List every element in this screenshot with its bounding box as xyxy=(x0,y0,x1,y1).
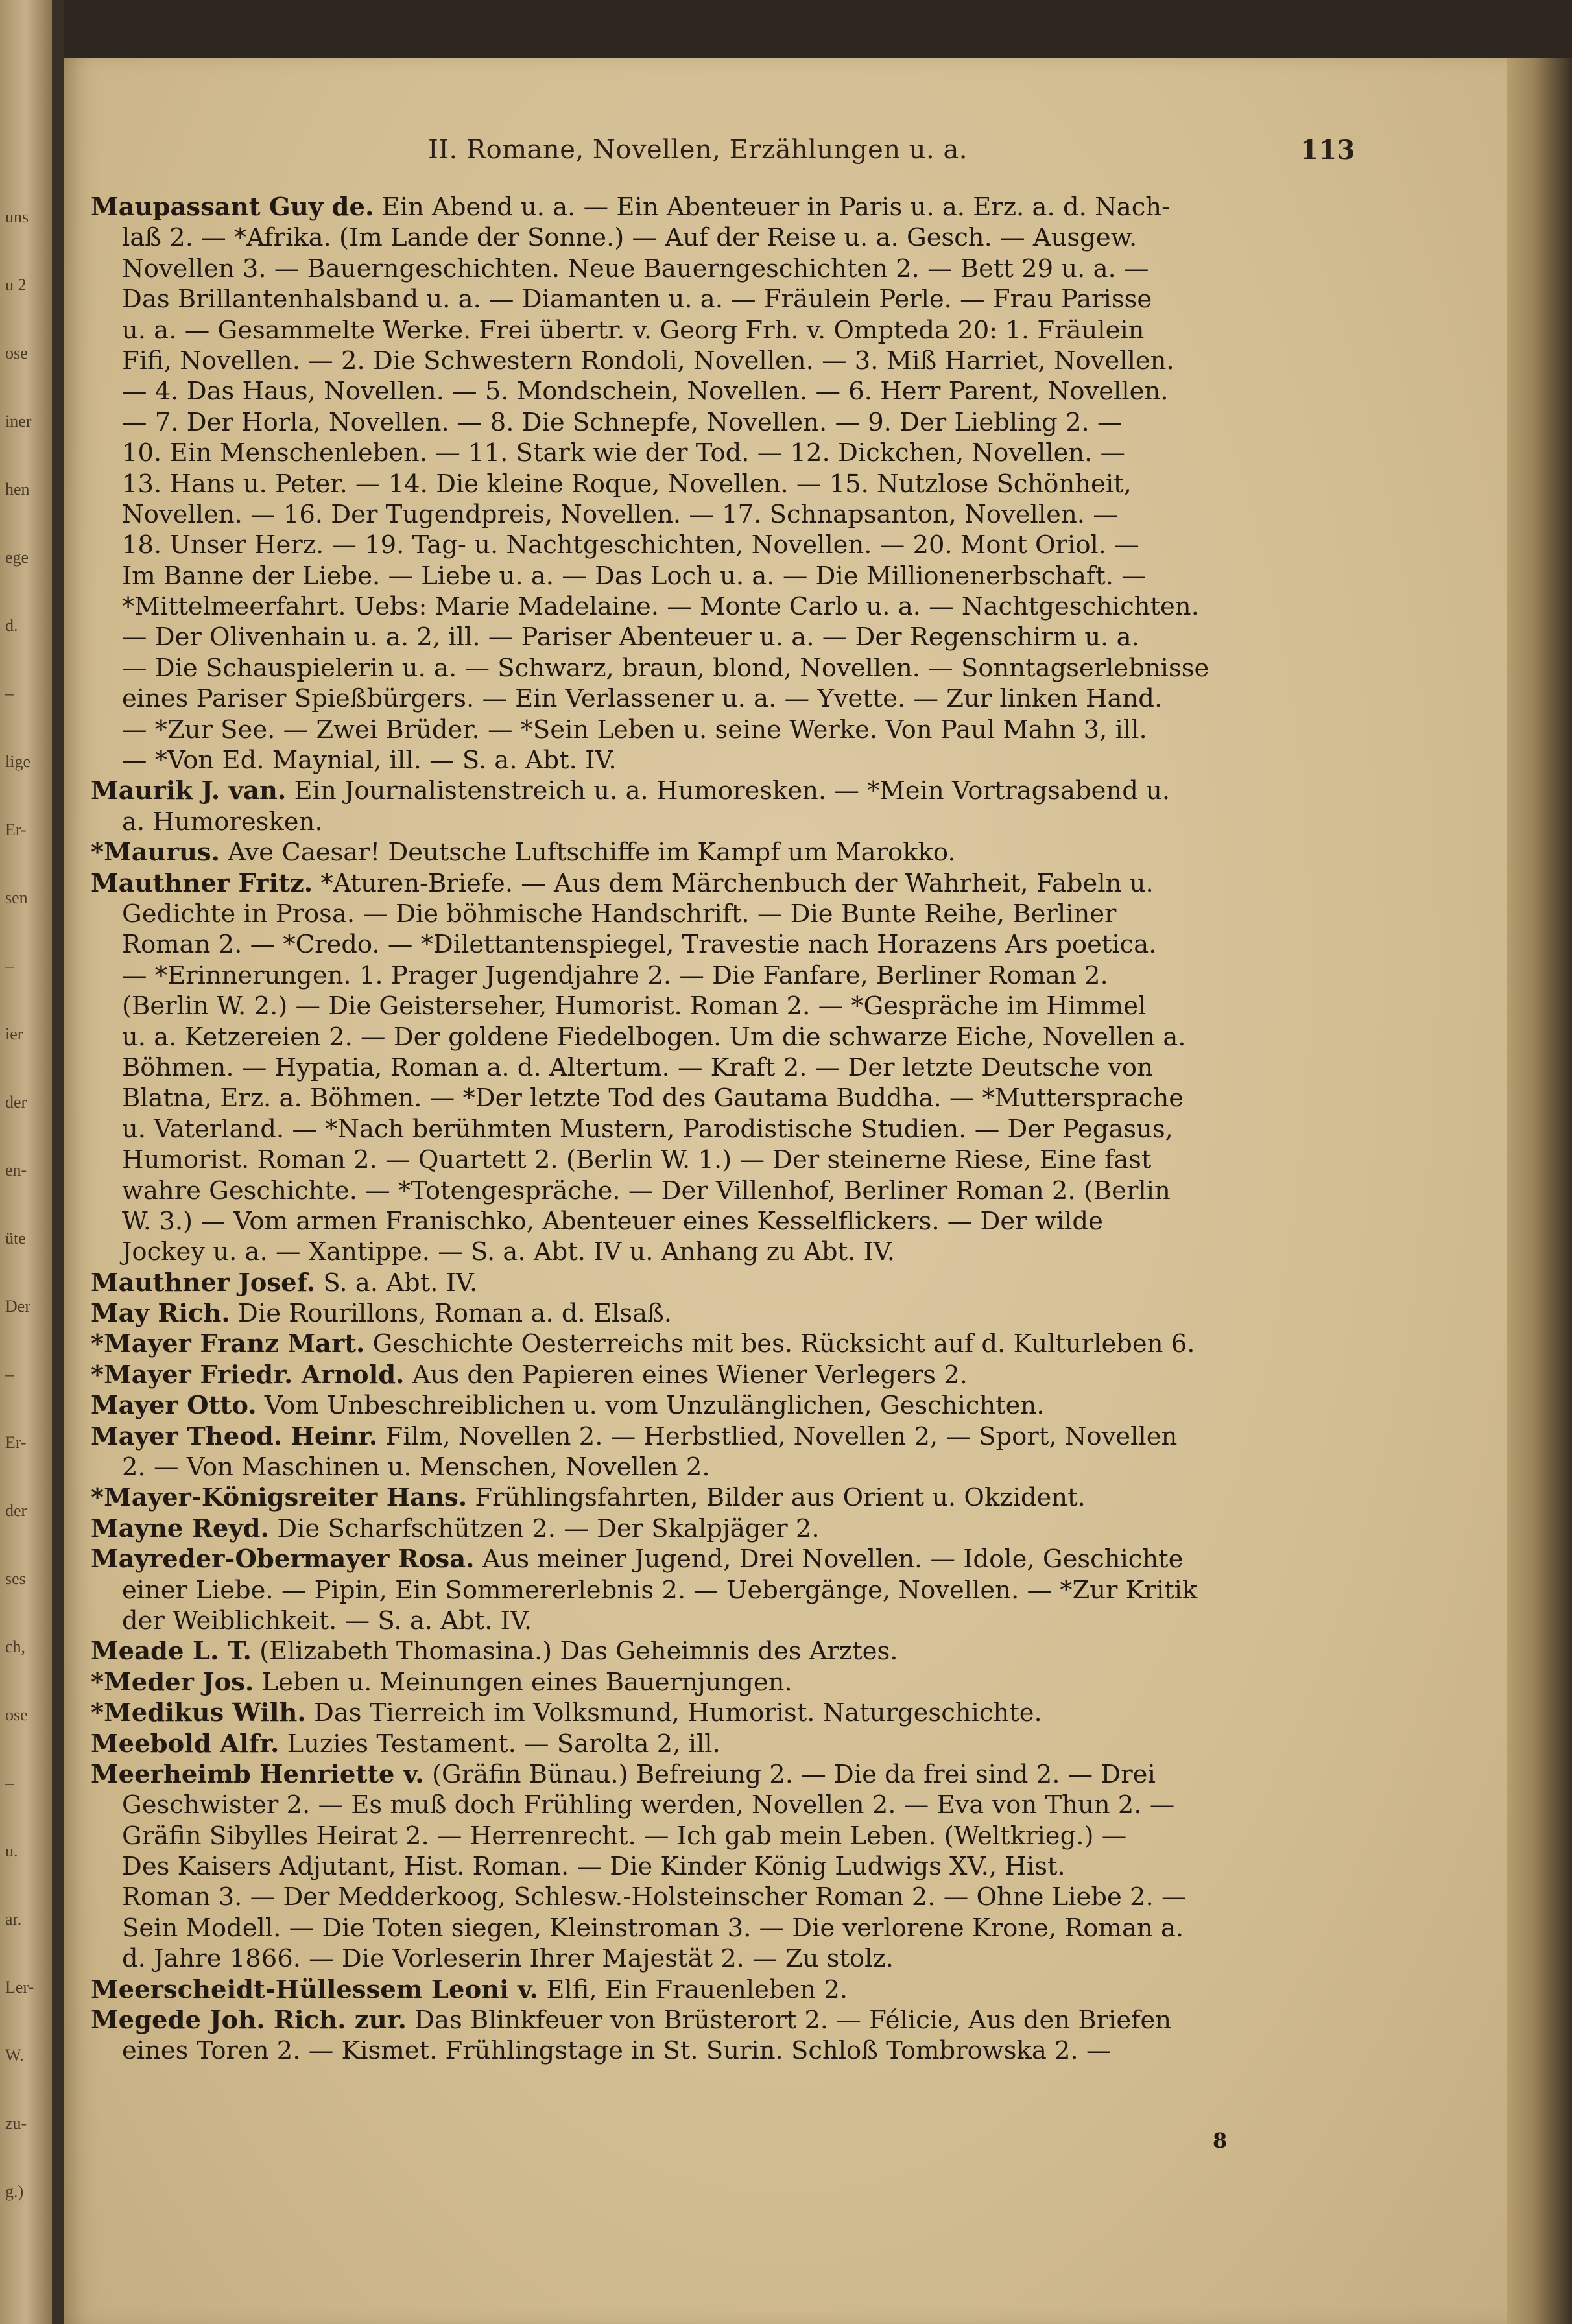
entry-line xyxy=(91,837,1329,868)
author-name: *Meder Jos. xyxy=(91,1667,254,1697)
prev-page-fragment: d. xyxy=(5,616,18,635)
entry-line xyxy=(91,1759,1329,1790)
entry-text: *Aturen-Briefe. — Aus dem Märchenbuch der Wahrheit, Fabeln u. xyxy=(313,868,1154,898)
entry-line xyxy=(91,776,1329,806)
entry-text: Humorist. Roman 2. — Quartett 2. (Berlin W. 1.) — Der steinerne Riese, Eine fast xyxy=(122,1145,1152,1175)
prev-page-fragment: ses xyxy=(5,1569,26,1588)
entry-line xyxy=(91,1268,1329,1298)
entry-text: Geschichte Oesterreichs mit bes. Rücksicht auf d. Kulturleben 6. xyxy=(364,1329,1195,1359)
author-name: Mayreder-Obermayer Rosa. xyxy=(91,1545,475,1574)
entry-text: Elfi, Ein Frauenleben 2. xyxy=(538,1974,848,2004)
entry-line xyxy=(91,683,1329,714)
entry-line xyxy=(91,376,1329,407)
entry-line xyxy=(91,1790,1329,1820)
entry-text: Ein Journalistenstreich u. a. Humoresken. — *Mein Vortragsabend u. xyxy=(286,776,1171,806)
catalog-entry xyxy=(91,1544,1329,1636)
entry-line xyxy=(91,1144,1329,1175)
entry-line xyxy=(91,1851,1329,1882)
entry-line xyxy=(91,1636,1329,1666)
author-name: Maupassant Guy de. xyxy=(91,193,374,222)
entry-line xyxy=(91,1360,1329,1390)
entry-line xyxy=(91,1083,1329,1113)
prev-page-fragment: ege xyxy=(5,548,29,567)
entry-line xyxy=(91,1052,1329,1083)
entry-line xyxy=(91,1513,1329,1544)
entry-text: — *Von Ed. Maynial, ill. — S. a. Abt. IV. xyxy=(122,746,617,776)
entry-line xyxy=(91,499,1329,530)
prev-page-fragment: ose xyxy=(5,1705,28,1724)
entry-text: Fifi, Novellen. — 2. Die Schwestern Rondoli, Novellen. — 3. Miß Harriet, Novellen. xyxy=(122,346,1174,375)
prev-page-fragment: u. xyxy=(5,1842,18,1860)
entry-text: W. 3.) — Vom armen Franischko, Abenteuer eines Kesselflickers. — Der wilde xyxy=(122,1206,1103,1236)
entry-line xyxy=(91,346,1329,376)
entry-line xyxy=(91,745,1329,776)
entry-text: — 7. Der Horla, Novellen. — 8. Die Schnepfe, Novellen. — 9. Der Liebling 2. — xyxy=(122,407,1123,437)
entry-text: eines Toren 2. — Kismet. Frühlingstage in St. Surin. Schloß Tombrowska 2. — xyxy=(122,2036,1112,2066)
entry-line xyxy=(91,1974,1329,2005)
entry-text: Das Brillantenhalsband u. a. — Diamanten u. a. — Fräulein Perle. — Frau Parisse xyxy=(122,285,1152,314)
author-name: Mauthner Josef. xyxy=(91,1268,316,1298)
entry-line xyxy=(91,2035,1329,2066)
entry-text: — Der Olivenhain u. a. 2, ill. — Pariser Abenteuer u. a. — Der Regenschirm u. a. xyxy=(122,622,1139,652)
entry-line xyxy=(91,284,1329,314)
entry-text: Film, Novellen 2. — Herbstlied, Novellen 2, — Sport, Novellen xyxy=(377,1421,1178,1451)
entry-text: der Weiblichkeit. — S. a. Abt. IV. xyxy=(122,1606,532,1635)
prev-page-fragment: Der xyxy=(5,1297,30,1316)
catalog-entry xyxy=(91,1298,1329,1329)
entry-text: Gedichte in Prosa. — Die böhmische Handschrift. — Die Bunte Reihe, Berliner xyxy=(122,899,1117,929)
prev-page-fragment: – xyxy=(5,1365,14,1384)
catalog-entry xyxy=(91,1360,1329,1390)
entry-line xyxy=(91,469,1329,499)
entry-line xyxy=(91,715,1329,745)
entry-line xyxy=(91,1421,1329,1452)
author-name: *Mayer Friedr. Arnold. xyxy=(91,1360,405,1390)
entry-text: Leben u. Meinungen eines Bauernjungen. xyxy=(254,1667,792,1697)
entry-line xyxy=(91,2005,1329,2035)
catalog-entry xyxy=(91,1729,1329,1759)
catalog-entries xyxy=(91,192,1329,2067)
entry-line xyxy=(91,1206,1329,1237)
catalog-entry xyxy=(91,1636,1329,1666)
prev-page-fragment: üte xyxy=(5,1229,26,1248)
entry-line xyxy=(91,254,1329,284)
author-name: Meerscheidt-Hüllessem Leoni v. xyxy=(91,1974,539,2004)
prev-page-fragment: zu- xyxy=(5,2114,27,2133)
entry-line xyxy=(91,1606,1329,1636)
entry-text: Böhmen. — Hypatia, Roman a. d. Altertum. — Kraft 2. — Der letzte Deutsche von xyxy=(122,1052,1153,1082)
entry-text: Blatna, Erz. a. Böhmen. — *Der letzte Tod des Gautama Buddha. — *Muttersprache xyxy=(122,1084,1184,1113)
entry-text: Die Scharfschützen 2. — Der Skalpjäger 2. xyxy=(269,1513,820,1543)
entry-line xyxy=(91,192,1329,222)
entry-line xyxy=(91,991,1329,1021)
entry-text: Des Kaisers Adjutant, Hist. Roman. — Die Kinder König Ludwigs XV., Hist. xyxy=(122,1852,1066,1882)
author-name: Megede Joh. Rich. zur. xyxy=(91,2006,407,2035)
entry-line xyxy=(91,1882,1329,1912)
entry-text: Das Blinkfeuer von Brüsterort 2. — Félicie, Aus den Briefen xyxy=(406,2006,1171,2035)
entry-text: Aus meiner Jugend, Drei Novellen. — Idole, Geschichte xyxy=(474,1545,1184,1574)
prev-page-fragment: u 2 xyxy=(5,276,27,294)
author-name: Meerheimb Henriette v. xyxy=(91,1759,424,1789)
catalog-entry xyxy=(91,1390,1329,1421)
prev-page-fragment: ier xyxy=(5,1025,23,1043)
entry-text: d. Jahre 1866. — Die Vorleserin Ihrer Majestät 2. — Zu stolz. xyxy=(122,1944,894,1974)
entry-line xyxy=(91,1329,1329,1359)
entry-line xyxy=(91,868,1329,899)
author-name: Meebold Alfr. xyxy=(91,1729,280,1759)
entry-text: 10. Ein Menschenleben. — 11. Stark wie der Tod. — 12. Dickchen, Novellen. — xyxy=(122,438,1126,468)
prev-page-fragment: ch, xyxy=(5,1637,26,1656)
catalog-entry xyxy=(91,1329,1329,1359)
entry-text: Sein Modell. — Die Toten siegen, Kleinstroman 3. — Die verlorene Krone, Roman a. xyxy=(122,1913,1184,1943)
entry-line xyxy=(91,653,1329,683)
entry-text: Geschwister 2. — Es muß doch Frühling werden, Novellen 2. — Eva von Thun 2. — xyxy=(122,1790,1175,1820)
entry-text: einer Liebe. — Pipin, Ein Sommererlebnis 2. — Uebergänge, Novellen. — *Zur Kritik xyxy=(122,1575,1198,1605)
entry-text: Frühlingsfahrten, Bilder aus Orient u. Okzident. xyxy=(467,1483,1086,1513)
entry-text: (Gräfin Bünau.) Befreiung 2. — Die da frei sind 2. — Drei xyxy=(423,1759,1156,1789)
entry-line xyxy=(91,1482,1329,1513)
author-name: Mayer Theod. Heinr. xyxy=(91,1421,378,1451)
entry-text: S. a. Abt. IV. xyxy=(315,1268,478,1298)
entry-text: Jockey u. a. — Xantippe. — S. a. Abt. IV u. Anhang zu Abt. IV. xyxy=(122,1237,896,1267)
prev-page-fragment: Er- xyxy=(5,1433,27,1452)
entry-text: Aus den Papieren eines Wiener Verlegers 2. xyxy=(404,1360,968,1390)
entry-line xyxy=(91,622,1329,652)
header-title: II. Romane, Novellen, Erzählungen u. a. xyxy=(428,135,968,165)
prev-page-fragment: – xyxy=(5,1773,14,1792)
entry-text: Novellen 3. — Bauerngeschichten. Neue Bauerngeschichten 2. — Bett 29 u. a. — xyxy=(122,254,1149,283)
entry-text: 2. — Von Maschinen u. Menschen, Novellen 2. xyxy=(122,1452,710,1482)
entry-text: 18. Unser Herz. — 19. Tag- u. Nachtgeschichten, Novellen. — 20. Mont Oriol. — xyxy=(122,530,1139,560)
entry-text: eines Pariser Spießbürgers. — Ein Verlassener u. a. — Yvette. — Zur linken Hand. xyxy=(122,684,1163,714)
catalog-entry xyxy=(91,1698,1329,1728)
entry-line xyxy=(91,899,1329,929)
catalog-entry xyxy=(91,1513,1329,1544)
prev-page-fragment: lige xyxy=(5,752,30,771)
entry-line xyxy=(91,1176,1329,1206)
entry-text: Novellen. — 16. Der Tugendpreis, Novellen. — 17. Schnapsanton, Novellen. — xyxy=(122,499,1118,529)
entry-text: — Die Schauspielerin u. a. — Schwarz, braun, blond, Novellen. — Sonntagserlebnisse xyxy=(122,653,1209,683)
entry-text: wahre Geschichte. — *Totengespräche. — Der Villenhof, Berliner Roman 2. (Berlin xyxy=(122,1176,1171,1205)
catalog-entry xyxy=(91,1667,1329,1698)
entry-text: (Elizabeth Thomasina.) Das Geheimnis des Arztes. xyxy=(251,1637,898,1666)
entry-line xyxy=(91,530,1329,560)
entry-line xyxy=(91,1821,1329,1851)
signature-mark: 8 xyxy=(1213,2128,1228,2153)
catalog-entry xyxy=(91,1482,1329,1513)
catalog-entry xyxy=(91,1974,1329,2005)
entry-text: Ave Caesar! Deutsche Luftschiffe im Kampf um Marokko. xyxy=(220,838,956,868)
entry-text: — *Zur See. — Zwei Brüder. — *Sein Leben u. seine Werke. Von Paul Mahn 3, ill. xyxy=(122,715,1147,744)
book-gutter xyxy=(52,0,64,2324)
prev-page-fragment: der xyxy=(5,1501,27,1520)
entry-line xyxy=(91,1237,1329,1267)
entry-line xyxy=(91,407,1329,438)
entry-text: u. a. — Gesammelte Werke. Frei übertr. v. Georg Frh. v. Ompteda 20: 1. Fräulein xyxy=(122,315,1145,345)
entry-line xyxy=(91,1913,1329,1943)
entry-text: Roman 3. — Der Medderkoog, Schlesw.-Holsteinscher Roman 2. — Ohne Liebe 2. — xyxy=(122,1882,1187,1912)
page-edge xyxy=(1507,58,1572,2324)
entry-line xyxy=(91,222,1329,253)
entry-text: Im Banne der Liebe. — Liebe u. a. — Das Loch u. a. — Die Millionenerbschaft. — xyxy=(122,561,1147,591)
prev-page-fragment: – xyxy=(5,956,14,975)
author-name: Meade L. T. xyxy=(91,1637,252,1666)
entry-line xyxy=(91,438,1329,468)
author-name: *Mayer-Königsreiter Hans. xyxy=(91,1483,468,1513)
catalog-entry xyxy=(91,1759,1329,1974)
author-name: *Maurus. xyxy=(91,838,220,868)
entry-line xyxy=(91,591,1329,622)
entry-text: (Berlin W. 2.) — Die Geisterseher, Humorist. Roman 2. — *Gespräche im Himmel xyxy=(122,991,1147,1021)
previous-page-edge xyxy=(0,0,52,2324)
prev-page-fragment: W. xyxy=(5,2046,24,2065)
author-name: Maurik J. van. xyxy=(91,776,287,806)
entry-text: Ein Abend u. a. — Ein Abenteuer in Paris u. a. Erz. a. d. Nach- xyxy=(374,193,1171,222)
entry-line xyxy=(91,1575,1329,1606)
catalog-entry xyxy=(91,776,1329,837)
prev-page-fragment: g.) xyxy=(5,2182,24,2201)
author-name: Mauthner Fritz. xyxy=(91,868,313,898)
prev-page-fragment: Er- xyxy=(5,820,27,839)
entry-line xyxy=(91,1114,1329,1144)
entry-line xyxy=(91,1452,1329,1482)
author-name: May Rich. xyxy=(91,1299,230,1329)
prev-page-fragment: sen xyxy=(5,888,28,907)
catalog-entry xyxy=(91,837,1329,868)
entry-line xyxy=(91,561,1329,591)
entry-line xyxy=(91,1544,1329,1574)
page-number: 113 xyxy=(1300,135,1355,165)
author-name: *Mayer Franz Mart. xyxy=(91,1329,365,1359)
author-name: *Medikus Wilh. xyxy=(91,1698,306,1728)
entry-line xyxy=(91,1943,1329,1974)
prev-page-fragment: Ler- xyxy=(5,1978,34,1997)
prev-page-fragment: – xyxy=(5,684,14,703)
entry-text: Luzies Testament. — Sarolta 2, ill. xyxy=(279,1729,720,1759)
entry-text: — 4. Das Haus, Novellen. — 5. Mondschein, Novellen. — 6. Herr Parent, Novellen. xyxy=(122,377,1169,407)
prev-page-fragment: der xyxy=(5,1093,27,1111)
entry-text: Roman 2. — *Credo. — *Dilettantenspiegel, Travestie nach Horazens Ars poetica. xyxy=(122,930,1157,960)
prev-page-fragment: en- xyxy=(5,1161,27,1180)
entry-line xyxy=(91,807,1329,837)
prev-page-fragment: uns xyxy=(5,208,29,226)
entry-line xyxy=(91,315,1329,346)
prev-page-fragment: ose xyxy=(5,344,28,362)
entry-text: Gräfin Sibylles Heirat 2. — Herrenrecht. — Ich gab mein Leben. (Weltkrieg.) — xyxy=(122,1821,1127,1851)
prev-page-fragment: iner xyxy=(5,412,32,431)
catalog-entry xyxy=(91,192,1329,776)
catalog-entry xyxy=(91,1421,1329,1483)
prev-page-fragment: hen xyxy=(5,480,30,499)
entry-text: Das Tierreich im Volksmund, Humorist. Naturgeschichte. xyxy=(305,1698,1042,1728)
entry-line xyxy=(91,1667,1329,1698)
entry-text: a. Humoresken. xyxy=(122,807,323,836)
entry-text: Vom Unbeschreiblichen u. vom Unzulänglichen, Geschichten. xyxy=(256,1391,1045,1421)
catalog-entry xyxy=(91,2005,1329,2067)
entry-text: u. a. Ketzereien 2. — Der goldene Fiedelbogen. Um die schwarze Eiche, Novellen a. xyxy=(122,1022,1186,1052)
entry-text: 13. Hans u. Peter. — 14. Die kleine Roque, Novellen. — 15. Nutzlose Schönheit, xyxy=(122,469,1132,499)
catalog-entry xyxy=(91,1268,1329,1298)
entry-line xyxy=(91,1729,1329,1759)
author-name: Mayne Reyd. xyxy=(91,1513,270,1543)
entry-line xyxy=(91,1022,1329,1052)
entry-text: Die Rourillons, Roman a. d. Elsaß. xyxy=(230,1299,673,1329)
author-name: Mayer Otto. xyxy=(91,1391,257,1421)
entry-text: — *Erinnerungen. 1. Prager Jugendjahre 2. — Die Fanfare, Berliner Roman 2. xyxy=(122,960,1108,990)
entry-text: u. Vaterland. — *Nach berühmten Mustern, Parodistische Studien. — Der Pegasus, xyxy=(122,1114,1173,1144)
entry-line xyxy=(91,1698,1329,1728)
entry-text: laß 2. — *Afrika. (Im Lande der Sonne.) — Auf der Reise u. a. Gesch. — Ausgew. xyxy=(122,223,1137,253)
entry-line xyxy=(91,1298,1329,1329)
entry-line xyxy=(91,929,1329,960)
entry-text: *Mittelmeerfahrt. Uebs: Marie Madelaine. — Monte Carlo u. a. — Nachtgeschichten. xyxy=(122,592,1199,622)
entry-line xyxy=(91,960,1329,991)
prev-page-fragment: ar. xyxy=(5,1910,22,1928)
entry-line xyxy=(91,1390,1329,1421)
catalog-entry xyxy=(91,868,1329,1268)
